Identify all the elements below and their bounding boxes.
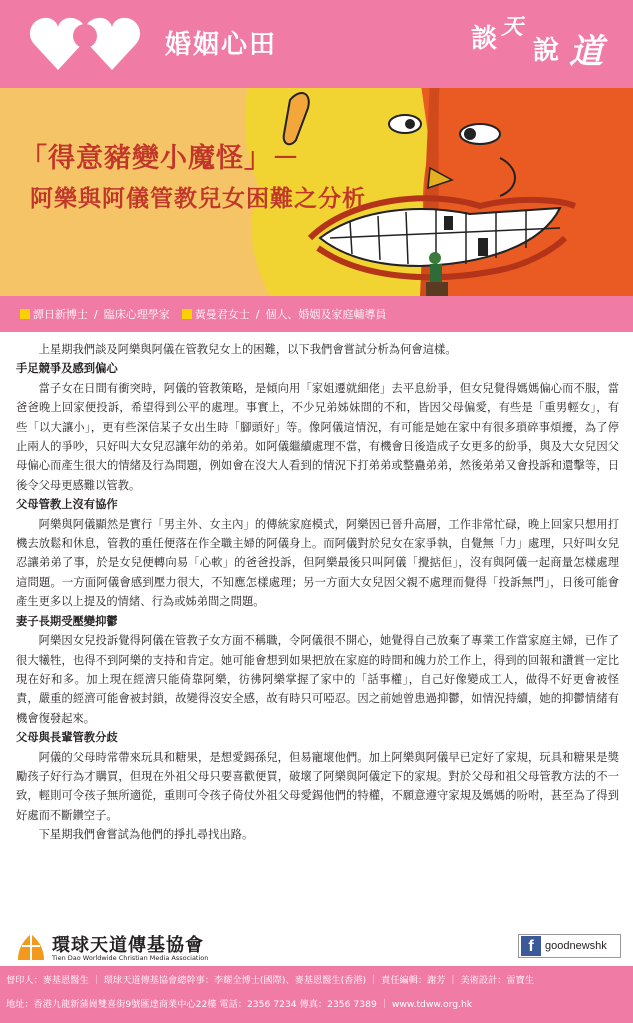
org-emblem-icon xyxy=(14,932,48,962)
article-body xyxy=(16,340,619,845)
section-heading: 妻子長期受壓變抑鬱 xyxy=(16,614,118,628)
section-paragraph: 阿樂與阿儀顯然是實行「男主外、女主內」的傳統家庭模式，阿樂因已晉升高層，工作非常忙碌，晚上回家只想用打機去放鬆和休息，管教的重任便落在作全職主婦的阿儀身上。而阿儀對於兒女在家爭執，自覺無「力」處理，只好叫女兒忍讓弟弟了事，於是女兒便轉向易「心軟」的爸爸投訴，但阿樂最後只叫阿儀「攪掂佢」，沒有與阿儀一起商量怎樣處理這問題。一方面阿儀會感到壓力很大，不知應怎樣處理；另一方面大女兒因父親不處理而覺得「投訴無門」，日後可能會產生更多以上提及的情緒、行為或姊弟間之問題。 xyxy=(16,517,619,609)
section-paragraph: 阿儀的父母時常帶來玩具和糖果，是想愛錫孫兒，但易寵壞他們。加上阿樂與阿儀早已定好了家規，玩具和糖果是獎勵孩子好行為才購買，但現在外祖父母只要喜歡便買，破壞了阿樂與阿儀定下的家規。對於父母和祖父母管教方法的不一致，輕則可令孩子無所適從，重則可令孩子倚仗外祖父母愛錫他們的特權，不願意遵守家規及媽媽的吩咐，甚至為了得到好處而不斷鑽空子。 xyxy=(16,750,619,822)
footer-credits: 督印人：麥基恩醫生 ｜ 環球天道傳基協會總幹事：李耀全博士(國際)、麥基恩醫生(香港) ｜ 責任編輯：謝芳 ｜ 美術設計：雷寶生 xyxy=(6,975,534,986)
section-heading: 手足競爭及感到偏心 xyxy=(16,362,118,376)
section-paragraph: 當子女在日間有衝突時，阿儀的管教策略，是傾向用「家姐遷就細佬」去平息紛爭，但女兒覺得媽媽偏心而不服，當爸爸晚上回家便投訴，希望得到公平的處理。事實上，不少兄弟姊妹間的不和，皆因父母偏愛，有些是「重男輕女」，有些「以大讓小」，更有些深信某子女出生時「腳頭好」等。像阿儀這情況，有可能是她在家中有很多瑣碎事煩擾，為了停止兩人的爭吵，只好叫大女兒忍讓年幼的弟弟。如阿儀繼續處理不當，有機會日後造成子女更多的紛爭，與及大女兒因父母偏心而產生很大的情緒及行為問題，例如會在沒大人看到的情況下打弟弟或整蠱弟弟，然後弟弟又會投訴和還擊等，日後令父母更感難以管教。 xyxy=(16,381,619,492)
column-title: 婚姻心田 xyxy=(165,30,278,60)
author2-role: 個人、婚姻及家庭輔導員 xyxy=(265,308,387,321)
hero-banner xyxy=(0,88,633,296)
facebook-icon: f xyxy=(521,936,541,956)
section-paragraph: 阿樂因女兒投訴覺得阿儀在管教子女方面不稱職，令阿儀很不開心，她覺得自己放棄了專業工作當家庭主婦，已作了很大犧牲，也得不到阿樂的支持和肯定。她可能會想到如果把放在家庭的時間和魄力於工作上，得到的回報和讚賞一定比現在好和多。加上現在經濟只能倚靠阿樂，彷彿阿樂掌握了家中的「話事權」，自己好像變成工人，做得不好更會被怪責，嚴重的經濟可能會被封鎖，故變得沒安全感，故有時只可啞忍。因之前她曾患過抑鬱，如情況持續，她的抑鬱情緒有機會復發起來。 xyxy=(16,634,619,725)
author2-name: 黃曼君女士 xyxy=(194,308,250,321)
footer-contact: 地址：香港九龍新蒲崗雙喜街9號匯達商業中心22樓 電話：2356 7234 傳真：2356 7389 ｜ www.tdww.org.hk xyxy=(6,999,473,1010)
article-subtitle: 阿樂與阿儀管教兒女困難之分析 xyxy=(30,186,366,212)
section-heading: 父母管教上沒有協作 xyxy=(16,498,118,512)
facebook-handle: goodnewshk xyxy=(545,940,607,952)
organization-logo xyxy=(14,928,274,964)
header-band xyxy=(0,0,633,88)
author-bar: 譚日新博士 / 臨床心理學家 黃曼君女士 / 個人、婚姻及家庭輔導員 xyxy=(0,296,633,332)
author1-role: 臨床心理學家 xyxy=(103,308,170,321)
section-heading: 父母與長輩管教分歧 xyxy=(16,731,118,745)
footer-band xyxy=(0,966,633,1023)
closing-paragraph: 下星期我們會嘗試為他們的掙扎尋找出路。 xyxy=(38,828,254,842)
org-name-english: Tien Dao Worldwide Christian Media Association xyxy=(52,954,209,962)
article-title: 「得意豬變小魔怪」－ xyxy=(20,143,300,174)
bullet-square-icon xyxy=(20,309,30,319)
org-name: 環球天道傳基協會 xyxy=(52,935,204,956)
intro-paragraph: 上星期我們談及阿樂與阿儀在管教兒女上的困難，以下我們會嘗試分析為何會這樣。 xyxy=(38,343,457,356)
series-logo: 談 天 說 道 xyxy=(471,14,603,72)
author1-name: 譚日新博士 xyxy=(33,308,88,321)
hearts-icon xyxy=(28,14,148,72)
bullet-square-icon xyxy=(182,309,192,319)
facebook-link[interactable] xyxy=(518,934,621,958)
